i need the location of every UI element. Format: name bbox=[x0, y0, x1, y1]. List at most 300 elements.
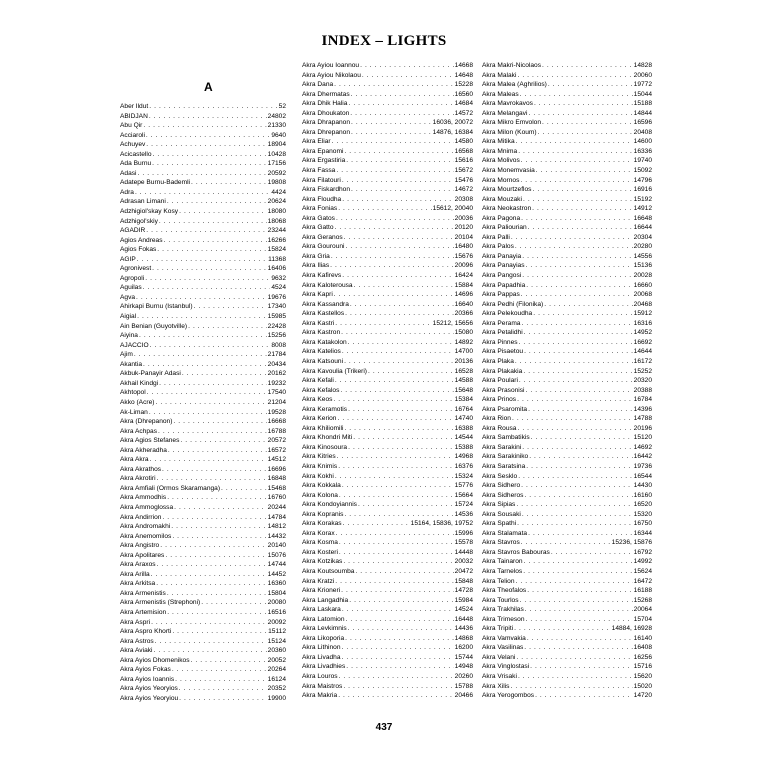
index-entry bbox=[302, 271, 473, 281]
dot-leader bbox=[351, 185, 454, 195]
entry-page-ref: 14948 bbox=[454, 663, 473, 671]
entry-page-ref: 15776 bbox=[454, 482, 473, 490]
entry-name: Akra Apolitares bbox=[120, 551, 165, 559]
index-entry bbox=[120, 331, 286, 341]
index-entry bbox=[120, 484, 286, 494]
entry-page-ref: 16750 bbox=[633, 520, 652, 528]
index-entry bbox=[120, 455, 286, 465]
entry-name: Akra Vamvakia bbox=[482, 634, 526, 642]
entry-page-ref: 10428 bbox=[267, 150, 286, 158]
dot-leader bbox=[164, 236, 267, 246]
entry-name: Akra Dhermatas bbox=[302, 90, 350, 98]
entry-page-ref: 20264 bbox=[267, 666, 286, 674]
entry-page-ref: 19232 bbox=[267, 379, 286, 387]
entry-name: Akra Katelios bbox=[302, 348, 341, 356]
dot-leader bbox=[175, 675, 267, 685]
entry-page-ref: 20140 bbox=[267, 542, 286, 550]
dot-leader bbox=[520, 90, 633, 100]
index-entry bbox=[482, 252, 652, 262]
entry-name: Akra Sipias bbox=[482, 501, 516, 509]
index-entry bbox=[302, 643, 473, 653]
dot-leader bbox=[135, 188, 270, 198]
index-entry bbox=[120, 446, 286, 456]
dot-leader bbox=[345, 634, 454, 644]
dot-leader bbox=[521, 319, 632, 329]
index-entry bbox=[120, 274, 286, 284]
index-entry bbox=[120, 427, 286, 437]
index-entry bbox=[120, 322, 286, 332]
entry-name: Akra Dana bbox=[302, 81, 334, 89]
index-entry bbox=[120, 293, 286, 303]
index-entry bbox=[120, 283, 286, 293]
entry-name: Akra Koutsoumba bbox=[302, 567, 355, 575]
index-entry bbox=[302, 538, 473, 548]
entry-name: Akra Kosteri bbox=[302, 548, 338, 556]
index-entry bbox=[120, 379, 286, 389]
entry-page-ref: 17540 bbox=[267, 389, 286, 397]
index-entry bbox=[482, 682, 652, 692]
index-entry bbox=[120, 513, 286, 523]
dot-leader bbox=[335, 319, 431, 329]
entry-page-ref: 14448 bbox=[454, 548, 473, 556]
index-entry bbox=[302, 662, 473, 672]
index-entry bbox=[482, 662, 652, 672]
entry-page-ref: 15984 bbox=[454, 596, 473, 604]
entry-name: Ahirkapi Burnu (Istanbul) bbox=[120, 303, 193, 311]
index-entry bbox=[302, 147, 473, 157]
index-entry bbox=[120, 398, 286, 408]
entry-page-ref: 20572 bbox=[267, 437, 286, 445]
index-entry bbox=[302, 462, 473, 472]
entry-page-ref: 16336 bbox=[633, 147, 652, 155]
index-entry bbox=[302, 71, 473, 81]
dot-leader bbox=[522, 443, 632, 453]
entry-page-ref: 15256 bbox=[267, 332, 286, 340]
dot-leader bbox=[136, 293, 267, 303]
dot-leader bbox=[542, 61, 633, 71]
index-entry bbox=[302, 586, 473, 596]
entry-page-ref: 15744 bbox=[454, 653, 473, 661]
entry-page-ref: 16442 bbox=[633, 453, 652, 461]
entry-name: Akra Ayiou Ioannou bbox=[302, 62, 360, 69]
entry-page-ref: 18080 bbox=[267, 208, 286, 216]
index-entry bbox=[482, 80, 652, 90]
dot-leader bbox=[172, 532, 266, 542]
entry-name: Akra Mitika bbox=[482, 138, 515, 146]
entry-page-ref: 20052 bbox=[267, 656, 286, 664]
entry-page-ref: 15824 bbox=[267, 246, 286, 254]
entry-name: Akra Pelekoudha bbox=[482, 310, 533, 318]
dot-leader bbox=[336, 529, 454, 539]
entry-page-ref: 19740 bbox=[633, 157, 652, 165]
index-entry bbox=[482, 261, 652, 271]
entry-name: Akra Andromakhi bbox=[120, 523, 171, 531]
dot-leader bbox=[137, 312, 267, 322]
index-entry bbox=[302, 319, 473, 329]
entry-page-ref: 16528 bbox=[454, 367, 473, 375]
dot-leader bbox=[191, 178, 267, 188]
entry-name: Akra Kapri bbox=[302, 291, 333, 299]
entry-name: Akra Ayiou Nikolaou bbox=[302, 71, 361, 79]
dot-leader bbox=[348, 405, 454, 415]
index-entry bbox=[482, 137, 652, 147]
dot-leader bbox=[354, 281, 454, 291]
entry-page-ref: 14968 bbox=[454, 453, 473, 461]
index-entry bbox=[482, 634, 652, 644]
entry-name: Akra Mikro Emvolon bbox=[482, 119, 541, 127]
entry-name: Akra Palli bbox=[482, 233, 510, 241]
entry-page-ref: 15044 bbox=[633, 90, 652, 98]
index-entry bbox=[482, 185, 652, 195]
dot-leader bbox=[350, 300, 454, 310]
index-entry bbox=[302, 233, 473, 243]
index-entry bbox=[482, 271, 652, 281]
entry-page-ref: 14796 bbox=[633, 176, 652, 184]
index-entry bbox=[482, 672, 652, 682]
entry-name: Akra Eliar bbox=[302, 138, 331, 146]
dot-leader bbox=[518, 672, 633, 682]
entry-name: Akra Poulari bbox=[482, 377, 518, 385]
entry-page-ref: 16544 bbox=[633, 472, 652, 480]
entry-name: Achuyev bbox=[120, 141, 146, 149]
index-entry bbox=[120, 245, 286, 255]
index-entry bbox=[482, 242, 652, 252]
entry-page-ref: 14884, 16928 bbox=[611, 625, 652, 633]
entry-name: Akra Makria bbox=[302, 692, 338, 700]
entry-name: Akra Geranos bbox=[302, 233, 343, 241]
index-entry bbox=[302, 80, 473, 90]
dot-leader bbox=[191, 656, 267, 666]
entry-name: Akra Levkimnis bbox=[302, 625, 347, 633]
index-entry bbox=[302, 281, 473, 291]
dot-leader bbox=[157, 245, 266, 255]
entry-name: Adzhigiol'skay Kosy bbox=[120, 208, 179, 216]
entry-name: ABIDJAN bbox=[120, 112, 148, 120]
dot-leader bbox=[146, 140, 266, 150]
index-entry bbox=[302, 99, 473, 109]
dot-leader bbox=[526, 615, 633, 625]
entry-name: Akra Telion bbox=[482, 577, 515, 585]
dot-leader bbox=[515, 242, 633, 252]
index-entry bbox=[302, 261, 473, 271]
entry-page-ref: 15252 bbox=[633, 367, 652, 375]
entry-page-ref: 4524 bbox=[271, 284, 286, 292]
entry-name: Akra Katakolon bbox=[302, 338, 347, 346]
entry-page-ref: 15136 bbox=[633, 262, 652, 270]
dot-leader bbox=[173, 417, 266, 427]
entry-name: Aber Ildut bbox=[120, 103, 149, 110]
dot-leader bbox=[358, 500, 454, 510]
dot-leader bbox=[180, 436, 266, 446]
entry-page-ref: 20468 bbox=[633, 300, 652, 308]
index-entry bbox=[302, 510, 473, 520]
index-entry bbox=[302, 195, 473, 205]
entry-page-ref: 20064 bbox=[633, 606, 652, 614]
entry-name: Akra Kinosoura bbox=[302, 443, 348, 451]
dot-leader bbox=[527, 634, 633, 644]
entry-name: Akra Yerogombos bbox=[482, 692, 535, 700]
entry-name: Akra Keramotis bbox=[302, 405, 348, 413]
dot-leader bbox=[510, 682, 632, 692]
dot-leader bbox=[343, 557, 453, 567]
entry-page-ref: 14600 bbox=[633, 138, 652, 146]
entry-page-ref: 16644 bbox=[633, 224, 652, 232]
index-entry bbox=[120, 169, 286, 179]
entry-page-ref: 20068 bbox=[633, 291, 652, 299]
entry-page-ref: 16648 bbox=[633, 214, 652, 222]
entry-page-ref: 16572 bbox=[267, 446, 286, 454]
entry-name: Akra Kondoyiannis bbox=[302, 501, 357, 509]
entry-name: Acciaroli bbox=[120, 131, 145, 139]
index-entry bbox=[302, 519, 473, 529]
entry-page-ref: 15112 bbox=[268, 628, 286, 636]
entry-name: Akra Mnima bbox=[482, 147, 518, 155]
index-entry bbox=[482, 653, 652, 663]
index-entry bbox=[482, 214, 652, 224]
dot-leader bbox=[517, 424, 632, 434]
entry-page-ref: 15848 bbox=[454, 577, 473, 585]
entry-name: Akra Floudha bbox=[302, 195, 342, 203]
entry-page-ref: 4424 bbox=[271, 188, 286, 196]
dot-leader bbox=[194, 302, 267, 312]
entry-page-ref: 20280 bbox=[633, 243, 652, 251]
entry-name: Akra Saratsina bbox=[482, 462, 526, 470]
entry-page-ref: 16916 bbox=[633, 186, 652, 194]
index-entry bbox=[120, 388, 286, 398]
index-entry bbox=[482, 233, 652, 243]
entry-page-ref: 16036, 20072 bbox=[432, 119, 473, 127]
dot-leader bbox=[339, 538, 454, 548]
index-entry bbox=[482, 538, 652, 548]
entry-page-ref: 14788 bbox=[633, 415, 652, 423]
entry-page-ref: 16784 bbox=[633, 396, 652, 404]
index-entry bbox=[302, 433, 473, 443]
entry-name: Akra Dhrepanon bbox=[302, 128, 351, 136]
dot-leader bbox=[152, 264, 267, 274]
entry-name: Akra Fassa bbox=[302, 167, 336, 175]
dot-leader bbox=[159, 379, 267, 389]
dot-leader bbox=[518, 472, 632, 482]
entry-page-ref: 16256 bbox=[633, 653, 652, 661]
dot-leader bbox=[542, 118, 633, 128]
dot-leader bbox=[518, 147, 632, 157]
entry-name: Akra Kolona bbox=[302, 491, 338, 499]
entry-name: Akra Latomion bbox=[302, 615, 345, 623]
entry-name: Akra Petalidhi bbox=[482, 329, 523, 337]
entry-page-ref: 15468 bbox=[267, 484, 286, 492]
index-entry bbox=[120, 608, 286, 618]
dot-leader bbox=[530, 662, 632, 672]
entry-page-ref: 9632 bbox=[271, 274, 286, 282]
entry-page-ref: 16316 bbox=[633, 319, 652, 327]
entry-name: Akra Korax bbox=[302, 529, 335, 537]
entry-page-ref: 16448 bbox=[454, 615, 473, 623]
dot-leader bbox=[168, 446, 267, 456]
entry-page-ref: 19900 bbox=[267, 694, 286, 702]
entry-page-ref: 20472 bbox=[454, 567, 473, 575]
index-entry bbox=[482, 90, 652, 100]
index-entry bbox=[482, 328, 652, 338]
entry-name: Akra Kavoulia (Trikeri) bbox=[302, 367, 367, 375]
index-entry bbox=[302, 328, 473, 338]
dot-leader bbox=[516, 653, 632, 663]
dot-leader bbox=[344, 510, 453, 520]
dot-leader bbox=[339, 491, 454, 501]
entry-page-ref: 16188 bbox=[633, 587, 652, 595]
dot-leader bbox=[521, 214, 633, 224]
dot-leader bbox=[337, 452, 454, 462]
index-entry bbox=[482, 500, 652, 510]
dot-leader bbox=[337, 414, 453, 424]
index-entry bbox=[302, 634, 473, 644]
index-entry bbox=[120, 131, 286, 141]
dot-leader bbox=[342, 481, 454, 491]
entry-name: Akra Stalamata bbox=[482, 529, 528, 537]
entry-name: Akra Plakakia bbox=[482, 367, 523, 375]
entry-page-ref: 14744 bbox=[267, 561, 286, 569]
entry-page-ref: 16408 bbox=[633, 644, 652, 652]
entry-page-ref: 15884 bbox=[454, 281, 473, 289]
entry-page-ref: 14812 bbox=[267, 523, 286, 531]
index-entry bbox=[302, 605, 473, 615]
dot-leader bbox=[534, 99, 633, 109]
index-entry bbox=[482, 376, 652, 386]
index-entry bbox=[120, 217, 286, 227]
dot-leader bbox=[146, 226, 266, 236]
dot-leader bbox=[156, 579, 266, 589]
entry-name: Akra Mornos bbox=[482, 176, 520, 184]
entry-name: Akra Andirrion bbox=[120, 513, 162, 521]
entry-page-ref: 15476 bbox=[454, 176, 473, 184]
dot-leader bbox=[221, 484, 267, 494]
entry-name: Akra Mourtzeflos bbox=[482, 186, 532, 194]
entry-page-ref: 14992 bbox=[633, 558, 652, 566]
entry-page-ref: 15704 bbox=[633, 615, 652, 623]
entry-page-ref: 16424 bbox=[454, 272, 473, 280]
entry-name: Akra Vrisaki bbox=[482, 673, 517, 680]
dot-leader bbox=[355, 567, 453, 577]
entry-name: Akra Velani bbox=[482, 653, 516, 661]
entry-page-ref: 20092 bbox=[267, 618, 286, 626]
dot-leader bbox=[182, 369, 267, 379]
index-entry bbox=[482, 128, 652, 138]
dot-leader bbox=[346, 615, 454, 625]
index-entry bbox=[120, 417, 286, 427]
entry-name: Akra Sidhero bbox=[482, 482, 521, 490]
dot-leader bbox=[526, 261, 633, 271]
index-entry bbox=[302, 615, 473, 625]
index-entry bbox=[482, 290, 652, 300]
dot-leader bbox=[157, 560, 267, 570]
index-entry bbox=[120, 618, 286, 628]
dot-leader bbox=[155, 398, 266, 408]
entry-page-ref: 15120 bbox=[633, 434, 652, 442]
entry-name: Adatepe Burnu-Bademli bbox=[120, 179, 191, 187]
index-entry bbox=[482, 510, 652, 520]
entry-name: Akra Khondri Miti bbox=[302, 434, 353, 442]
entry-name: Akantia bbox=[120, 360, 142, 368]
index-entry bbox=[120, 312, 286, 322]
entry-name: Akra Maleas bbox=[482, 90, 519, 98]
page-number: 437 bbox=[375, 722, 393, 733]
entry-name: Akra Araxos bbox=[120, 561, 156, 569]
index-entry bbox=[120, 150, 286, 160]
index-entry bbox=[302, 128, 473, 138]
entry-name: Akra Anemomilos bbox=[120, 532, 172, 540]
entry-name: Akra Ergastiria bbox=[302, 157, 346, 165]
dot-leader bbox=[151, 618, 267, 628]
index-entry bbox=[302, 548, 473, 558]
entry-name: Akhail Kindgi bbox=[120, 379, 159, 387]
dot-leader bbox=[525, 605, 633, 615]
dot-leader bbox=[524, 557, 633, 567]
entry-name: Akra Knimis bbox=[302, 462, 338, 470]
index-entry bbox=[120, 560, 286, 570]
index-entry bbox=[302, 300, 473, 310]
dot-leader bbox=[344, 233, 454, 243]
index-entry bbox=[482, 61, 652, 71]
index-entry bbox=[482, 319, 652, 329]
entry-page-ref: 15384 bbox=[454, 396, 473, 404]
dot-leader bbox=[335, 376, 454, 386]
dot-leader bbox=[528, 405, 633, 415]
dot-leader bbox=[531, 433, 633, 443]
dot-leader bbox=[522, 510, 633, 520]
index-entry bbox=[482, 147, 652, 157]
dot-leader bbox=[154, 646, 267, 656]
dot-leader bbox=[342, 653, 454, 663]
entry-name: Adasi bbox=[120, 169, 137, 177]
dot-leader bbox=[153, 150, 267, 160]
entry-page-ref: 9640 bbox=[271, 131, 286, 139]
index-entry bbox=[302, 682, 473, 692]
entry-name: Akra Artemision bbox=[120, 608, 167, 616]
index-entry bbox=[120, 302, 286, 312]
entry-name: Akra Sarakini bbox=[482, 443, 522, 451]
dot-leader bbox=[351, 118, 432, 128]
dot-leader bbox=[348, 338, 454, 348]
entry-page-ref: 16344 bbox=[633, 529, 652, 537]
dot-leader bbox=[143, 360, 267, 370]
entry-page-ref: 16406 bbox=[267, 265, 286, 273]
index-entry bbox=[482, 691, 652, 701]
entry-name: Akra Mavrokavos bbox=[482, 100, 533, 108]
index-entry bbox=[482, 452, 652, 462]
entry-name: Akra Lithinon bbox=[302, 644, 341, 652]
index-entry bbox=[482, 281, 652, 291]
entry-name: Akra Theofalos bbox=[482, 587, 527, 595]
entry-page-ref: 20308 bbox=[454, 195, 473, 203]
entry-page-ref: 14684 bbox=[454, 100, 473, 108]
entry-name: Akra Astros bbox=[120, 637, 154, 645]
index-entry bbox=[482, 118, 652, 128]
entry-name: Akra Akra bbox=[120, 456, 149, 464]
dot-leader bbox=[515, 357, 633, 367]
entry-page-ref: 14868 bbox=[454, 634, 473, 642]
entry-page-ref: 15188 bbox=[633, 100, 652, 108]
entry-page-ref: 24802 bbox=[267, 112, 286, 120]
entry-name: Akra Akrotiri bbox=[120, 475, 156, 483]
entry-page-ref: 20434 bbox=[267, 360, 286, 368]
index-entry bbox=[120, 178, 286, 188]
dot-leader bbox=[351, 128, 432, 138]
index-column-3 bbox=[482, 61, 652, 701]
entry-page-ref: 16668 bbox=[267, 418, 286, 426]
entry-name: Abu Qir bbox=[120, 122, 143, 130]
dot-leader bbox=[333, 395, 453, 405]
entry-page-ref: 16760 bbox=[267, 494, 286, 502]
index-entry bbox=[120, 188, 286, 198]
